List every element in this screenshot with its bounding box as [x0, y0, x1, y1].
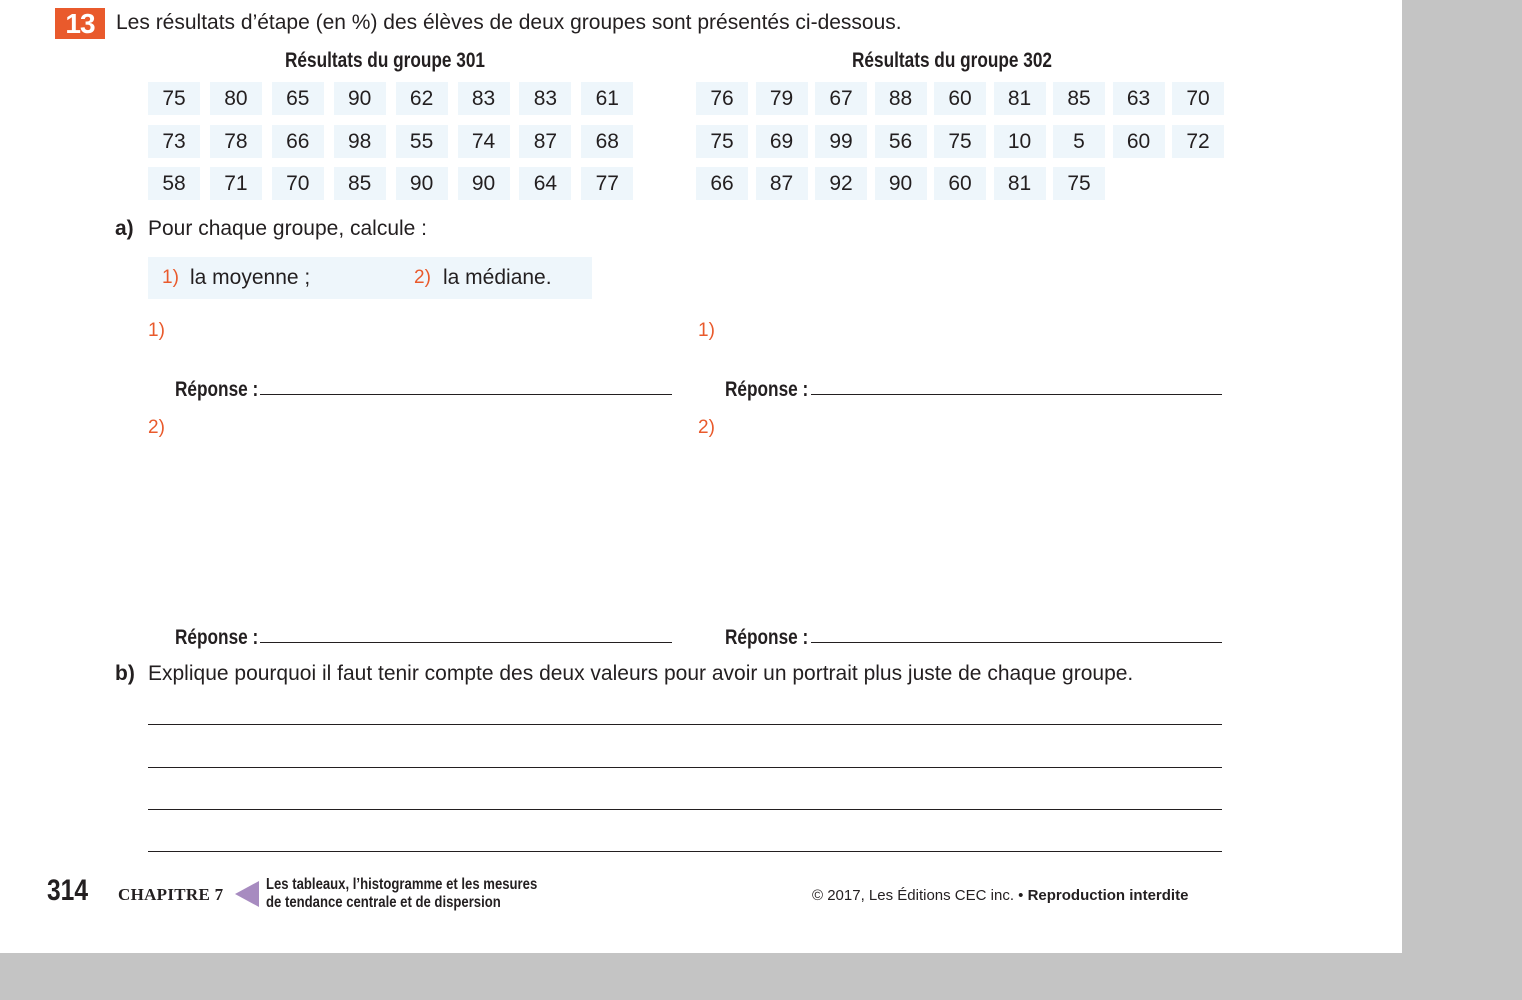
g301-cell: 68: [581, 125, 633, 158]
g302-cell: 85: [1053, 82, 1105, 115]
g301-cell: 90: [396, 167, 448, 200]
g301-cell: 66: [272, 125, 324, 158]
reponse-line-left-1[interactable]: [260, 394, 672, 395]
chapter-arrow-icon: [235, 881, 259, 907]
g302-cell: 70: [1172, 82, 1224, 115]
question-b-text: Explique pourquoi il faut tenir compte des deux valeurs pour avoir un portrait plus juste de chaque groupe.: [148, 662, 1134, 685]
g301-cell: 87: [519, 125, 571, 158]
g301-cell: 61: [581, 82, 633, 115]
group-301-title: Résultats du groupe 301: [285, 49, 485, 72]
g301-cell: 75: [148, 82, 200, 115]
exercise-number: 13: [55, 8, 105, 39]
reponse-label-left-2: Réponse :: [175, 626, 259, 649]
sub1-number: 1): [162, 267, 179, 288]
g302-cell: 56: [875, 125, 927, 158]
exercise-prompt: Les résultats d’étape (en %) des élèves de deux groupes sont présentés ci-dessous.: [116, 11, 902, 34]
reponse-line-left-2[interactable]: [260, 642, 672, 643]
g302-cell: 75: [1053, 167, 1105, 200]
sub2-number: 2): [414, 267, 431, 288]
g302-cell: 88: [875, 82, 927, 115]
g301-cell: 80: [210, 82, 262, 115]
g302-cell: 66: [696, 167, 748, 200]
sub1-text: la moyenne ;: [190, 266, 311, 289]
chapter-title-line1: Les tableaux, l’histogramme et les mesures: [266, 876, 538, 893]
g301-cell: 65: [272, 82, 324, 115]
g301-cell: 58: [148, 167, 200, 200]
g301-cell: 62: [396, 82, 448, 115]
answer-line-2[interactable]: [148, 767, 1222, 768]
g301-cell: 70: [272, 167, 324, 200]
reponse-label-right-2: Réponse :: [725, 626, 809, 649]
question-a-text: Pour chaque groupe, calcule :: [148, 217, 428, 240]
g302-cell: 76: [696, 82, 748, 115]
chapter-title-line2: de tendance centrale et de dispersion: [266, 894, 501, 911]
g301-cell: 98: [334, 125, 386, 158]
workspace-right-2: 2): [698, 417, 715, 438]
reponse-label-left-1: Réponse :: [175, 378, 259, 401]
reponse-label-right-1: Réponse :: [725, 378, 809, 401]
workspace-left-2: 2): [148, 417, 165, 438]
answer-line-4[interactable]: [148, 851, 1222, 852]
g301-cell: 64: [519, 167, 571, 200]
g301-cell: 77: [581, 167, 633, 200]
workspace-left-1: 1): [148, 320, 165, 341]
g301-cell: 74: [458, 125, 510, 158]
g301-cell: 83: [519, 82, 571, 115]
g302-cell: 63: [1113, 82, 1165, 115]
g301-cell: 90: [334, 82, 386, 115]
g302-cell: 81: [994, 82, 1046, 115]
answer-line-3[interactable]: [148, 809, 1222, 810]
g302-cell: 81: [994, 167, 1046, 200]
copyright-notice: [812, 886, 1188, 906]
g302-cell: 90: [875, 167, 927, 200]
g302-cell: 75: [934, 125, 986, 158]
g302-cell: 72: [1172, 125, 1224, 158]
g302-cell: 10: [994, 125, 1046, 158]
g302-cell: 60: [934, 167, 986, 200]
g302-cell: 69: [756, 125, 808, 158]
chapter-label: CHAPITRE 7: [118, 885, 224, 904]
group-302-title: Résultats du groupe 302: [852, 49, 1052, 72]
copyright-bold: Reproduction interdite: [1027, 887, 1189, 904]
reponse-line-right-2[interactable]: [811, 642, 1222, 643]
g302-cell: 92: [815, 167, 867, 200]
question-a-label: a): [115, 217, 134, 240]
g302-cell: 5: [1053, 125, 1105, 158]
g302-cell: 99: [815, 125, 867, 158]
g301-cell: 73: [148, 125, 200, 158]
g302-cell: 60: [1113, 125, 1165, 158]
g301-cell: 55: [396, 125, 448, 158]
page-number: 314: [47, 874, 89, 907]
g301-cell: 85: [334, 167, 386, 200]
subquestions-box: [148, 257, 592, 299]
g301-cell: 71: [210, 167, 262, 200]
g302-cell: 79: [756, 82, 808, 115]
workspace-right-1: 1): [698, 320, 715, 341]
reponse-line-right-1[interactable]: [811, 394, 1222, 395]
question-b-label: b): [115, 662, 135, 685]
g301-cell: 78: [210, 125, 262, 158]
g301-cell: 90: [458, 167, 510, 200]
g302-cell: 75: [696, 125, 748, 158]
answer-line-1[interactable]: [148, 724, 1222, 725]
g302-cell: 87: [756, 167, 808, 200]
g302-cell: 60: [934, 82, 986, 115]
copyright-text: © 2017, Les Éditions CEC inc. •: [812, 887, 1024, 904]
g302-cell: 67: [815, 82, 867, 115]
chapter-title: [266, 876, 537, 912]
sub2-text: la médiane.: [443, 266, 552, 289]
g301-cell: 83: [458, 82, 510, 115]
